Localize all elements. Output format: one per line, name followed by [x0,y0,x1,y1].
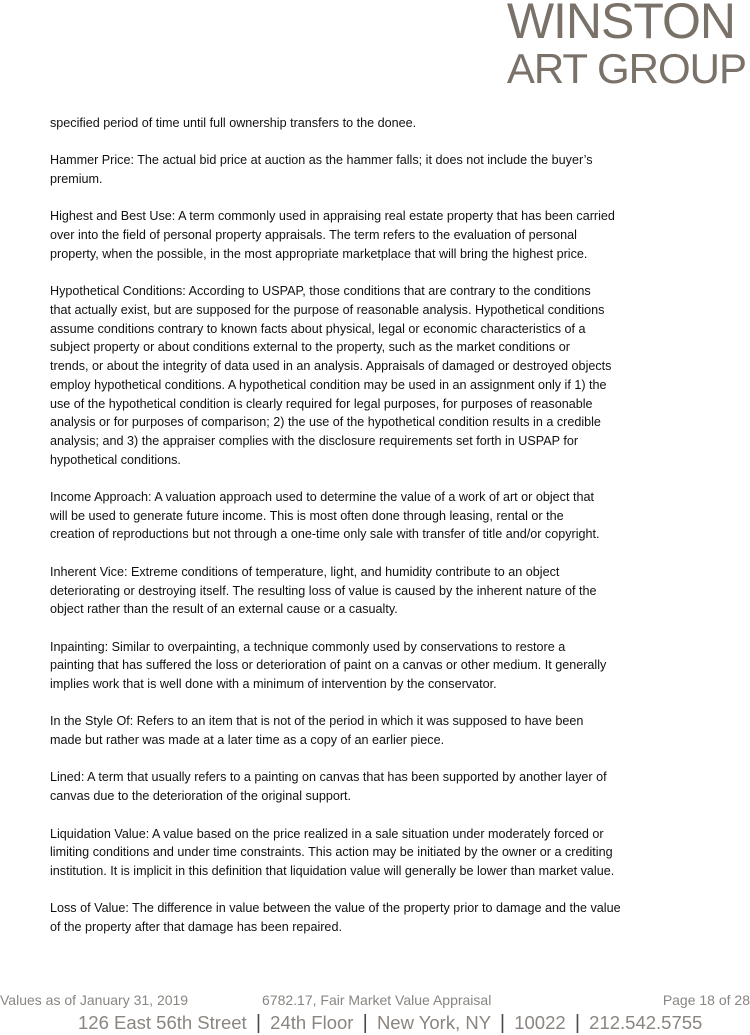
address-phone: 212.542.5755 [589,1012,703,1033]
address-street: 126 East 56th Street [78,1012,247,1033]
glossary-entry-highest-best-use: Highest and Best Use: A term commonly used in appraising real estate property that has been carried over into the field of personal property appraisals. The term refers to the evaluation of personal property, when the possible, in the most appropriate marketplace that will bring the highest price. [50,209,615,261]
address-separator: | [574,1012,581,1034]
address-separator: | [499,1012,506,1034]
footer-address [78,1012,702,1035]
glossary-entry-loss-of-value: Loss of Value: The difference in value between the value of the property prior to damage and the value of the property after that damage has been repaired. [50,901,621,935]
footer-meta-row [0,990,750,1012]
glossary-entry-liquidation-value: Liquidation Value: A value based on the price realized in a sale situation under moderately forced or limiting conditions and under time constraints. This action may be initiated by the owner or a crediting institution. It is implicit in this definition that liquidation value will generally be lower than market value. [50,826,615,878]
logo-wordmark-art-group: ART GROUP [506,45,746,92]
glossary-entry-continued: specified period of time until full ownership transfers to the donee. [50,116,417,130]
glossary-entry-hypothetical-conditions: Hypothetical Conditions: According to USPAP, those conditions that are contrary to the conditions that actually exist, but are supposed for the purpose of reasonable analysis. Hypothetical conditions assume conditions contrary to known facts about physical, legal or economic characteristics of a subject property or about conditions external to the property, such as the market conditions or trends, or about the integrity of data used in an analysis. Appraisals of damaged or destroyed objects employ hypothetical conditions. A hypothetical condition may be used in an assignment only if 1) the use of the hypothetical condition is clearly required for legal purposes, for purposes of reasonable analysis or for purposes of comparison; 2) the use of the hypothetical condition results in a credible analysis; and 3) the appraiser complies with the disclosure requirements set forth in USPAP for hypothetical conditions. [50,284,612,467]
glossary-entry-income-approach: Income Approach: A valuation approach used to determine the value of a work of art or object that will be used to generate future income. This is most often done through leasing, rental or the creation of reproductions but not through a one-time only sale with transfer of title and/or copyright. [50,490,600,542]
glossary-body [50,114,710,955]
glossary-entry-in-the-style-of: In the Style Of: Refers to an item that is not of the period in which it was supposed to have been made but rather was made at a later time as a copy of an earlier piece. [50,714,584,748]
glossary-entry-hammer-price: Hammer Price: The actual bid price at auction as the hammer falls; it does not include the buyer’s premium. [50,153,593,187]
footer-page-number: Page 18 of 28 [662,992,750,1008]
address-zip: 10022 [514,1012,566,1033]
logo-wordmark-winston: WINSTON [506,0,736,49]
page-footer [0,990,750,1034]
address-floor: 24th Floor [270,1012,354,1033]
glossary-entry-inherent-vice: Inherent Vice: Extreme conditions of temperature, light, and humidity contribute to an object deteriorating or destroying itself. The resulting loss of value is caused by the inherent nature of the object rather than the result of an external cause or a casualty. [50,564,597,617]
footer-appraisal-title: 6782.17, Fair Market Value Appraisal [262,992,492,1008]
address-separator: | [362,1012,368,1034]
glossary-entry-inpainting: Inpainting: Similar to overpainting, a technique commonly used by conservations to restore a painting that has suffered the loss or deterioration of paint on a canvas or other medium. It generally implies work that is well done with a minimum of intervention by the conservator. [50,639,607,691]
company-logo [507,0,746,90]
address-city: New York, NY [376,1012,491,1033]
address-separator: | [255,1012,262,1034]
footer-values-date: Values as of January 31, 2019 [0,992,189,1008]
glossary-entry-lined: Lined: A term that usually refers to a painting on canvas that has been supported by another layer of canvas due to the deterioration of the original support. [50,770,607,804]
